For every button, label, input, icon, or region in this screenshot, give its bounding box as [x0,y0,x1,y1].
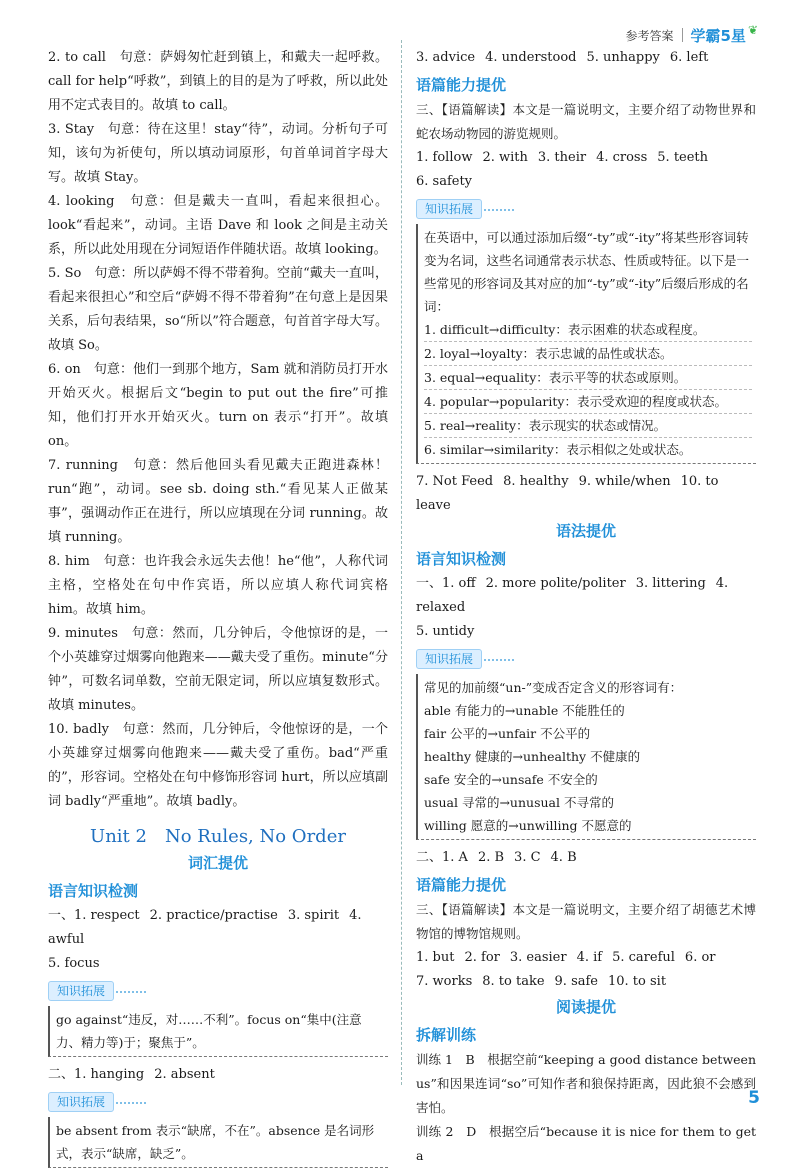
answer-entry: 4. cross [596,150,648,165]
knowledge-text [416,224,756,464]
knowledge-line: 2. loyal→loyalty：表示忠诚的品性或状态。 [424,342,752,366]
answer-prefix: 二、 [48,1067,75,1082]
answer-entry: 7. Not Feed [416,474,494,489]
answer-entry: 9. while/when [578,474,671,489]
column-divider [401,40,402,1085]
answer-row [416,946,756,970]
leaf-icon: ❦ [747,23,758,37]
right-column [416,46,756,1168]
knowledge-line: willing 愿意的→unwilling 不愿意的 [424,818,632,833]
answer-prefix: 二、 [416,850,443,865]
answer-entry: 5. unhappy [586,50,660,65]
dots-decoration [484,209,514,211]
knowledge-line: 1. difficult→difficulty：表示困难的状态或程度。 [424,318,752,342]
answer-item: 2. to call 句意：萨姆匆忙赶到镇上，和戴夫一起呼救。call for help“呼救”，到镇上的目的是为了呼救，所以此处用不定式表目的。故填 to call。 [48,50,388,113]
knowledge-line: 在英语中，可以通过添加后缀“-ty”或“-ity”将某些形容词转变为名词，这些名词通常表示状态、性质或特征。以下是一些常见的形容词及其对应的加“-ty”或“-ity”后缀后形成的名词： [424,230,750,314]
unit-title: Unit 2 No Rules, No Order [90,826,346,847]
knowledge-text: go against“违反，对……不利”。focus on“集中(注意力、精力等)于；聚焦于”。 [48,1006,388,1057]
knowledge-tag: 知识拓展 [48,981,114,1001]
answer-entry: 6. or [684,950,716,965]
passage-intro: 三、【语篇解读】本文是一篇说明文，主要介绍了胡德艺术博物馆的博物馆规则。 [416,902,756,941]
dots-decoration [116,1102,146,1104]
section-title: 词汇提优 [187,854,248,872]
answer-item: 5. So 句意：所以萨姆不得不带着狗。空前“戴夫一直叫，看起来很担心”和空后“萨姆不得不带着狗”在句意上是因果关系，后句表结果，so“所以”符合题意，句首首字母大写。故填 So。 [48,266,388,353]
answer-entry: 6. safety [416,174,473,189]
answer-entry: 3. advice [416,50,476,65]
answer-entry: 1. but [416,950,455,965]
answer-item: 8. him 句意：也许我会永远失去他！he“他”，人称代词主格，空格处在句中作宾语，所以应填人称代词宾格 him。故填 him。 [48,554,388,617]
answer-row [416,46,756,70]
answer-entry: 8. to take [482,974,545,989]
passage-intro: 三、【语篇解读】本文是一篇说明文，主要介绍了动物世界和蛇农场动物园的游览规则。 [416,102,756,141]
page-number: 5 [748,1088,760,1108]
answer-row [416,470,756,518]
answer-entry: 4. understood [485,50,577,65]
answer-row [416,970,756,994]
knowledge-line: able 有能力的→unable 不能胜任的 [424,703,625,718]
answer-entry: 5. focus [48,956,100,971]
dots-decoration [116,991,146,993]
answer-row [48,952,388,976]
answer-row [416,572,756,620]
answer-entry: 3. littering [635,576,706,591]
knowledge-tag: 知识拓展 [416,199,482,219]
knowledge-line: 5. real→reality：表示现实的状态或情况。 [424,414,752,438]
section-title: 阅读提优 [555,998,616,1016]
answer-entry: 4. relaxed [416,576,729,615]
answer-entry: 3. C [514,850,541,865]
answer-item: 6. on 句意：他们一到那个地方，Sam 就和消防员打开水开始灭火。根据后文“begin to put out the fire”可推知，他们打开水开始灭火。turn on 表示“打开”。故填 on。 [48,362,388,449]
header-label: 参考答案 [625,28,674,43]
header-separator [682,28,683,42]
answer-entry: 1. A [442,850,468,865]
answer-prefix: 一、 [416,576,443,591]
knowledge-box [416,198,756,464]
knowledge-line: 3. equal→equality：表示平等的状态或原则。 [424,366,752,390]
answer-entry: 1. off [442,576,476,591]
dots-decoration [484,659,514,661]
answer-row [416,846,756,870]
answer-entry: 3. easier [509,950,567,965]
training-item: 训练 2 D 根据空后“because it is nice for them to get a [416,1124,756,1163]
knowledge-text: be absent from 表示“缺席，不在”。absence 是名词形式，表示“缺席，缺乏”。 [48,1117,388,1168]
section-title: 语法提优 [555,522,616,540]
answer-entry: 2. for [464,950,500,965]
answer-entry: 5. careful [612,950,675,965]
section-heading: 拆解训练 [416,1026,477,1044]
answer-row [416,170,756,194]
knowledge-line: 常见的加前缀“un-”变成否定含义的形容词有： [424,680,683,695]
brand-logo: 学霸5星 [690,26,746,45]
answer-entry: 4. if [576,950,603,965]
answer-entry: 3. spirit [287,908,340,923]
answer-entry: 2. B [477,850,505,865]
knowledge-box [48,980,388,1057]
answer-row [416,146,756,170]
knowledge-line: 6. similar→similarity：表示相似之处或状态。 [424,442,692,457]
left-column [48,46,388,1174]
answer-item: 7. running 句意：然后他回头看见戴夫正跑进森林！run“跑”，动词。see sb. doing sth.“看见某人正做某事”，强调动作正在进行，所以应填现在分词 running。故填 running。 [48,458,388,545]
page-header [625,22,758,48]
knowledge-line: healthy 健康的→unhealthy 不健康的 [424,749,641,764]
section-heading: 语篇能力提优 [416,876,507,894]
answer-entry: 9. safe [554,974,598,989]
knowledge-tag: 知识拓展 [416,649,482,669]
answer-entry: 4. awful [48,908,362,947]
answer-row [416,620,756,644]
answer-item: 9. minutes 句意：然而，几分钟后，令他惊讶的是，一个小英雄穿过烟雾向他跑来——戴夫受了重伤。minute“分钟”，可数名词单数，空前无限定词，所以应填复数形式。故填 minutes。 [48,626,388,713]
answer-entry: 7. works [416,974,473,989]
answer-row [48,1063,388,1087]
answer-prefix: 一、 [48,908,75,923]
answer-item: 4. looking 句意：但是戴夫一直叫，看起来很担心。look“看起来”，动词。主语 Dave 和 look 之间是主动关系，所以此处用现在分词短语作伴随状语。故填 looking。 [48,194,388,257]
answer-entry: 1. respect [74,908,140,923]
section-heading: 语篇能力提优 [416,76,507,94]
knowledge-box [416,648,756,840]
knowledge-line: usual 寻常的→unusual 不寻常的 [424,795,614,810]
section-heading: 语言知识检测 [416,550,507,568]
answer-entry: 1. hanging [74,1067,145,1082]
answer-entry: 2. with [482,150,528,165]
answer-entry: 2. more polite/politer [485,576,626,591]
training-item: 训练 1 B 根据空前“keeping a good distance between us”和因果连词“so”可知作者和狼保持距离，因此狼不会感到害怕。 [416,1052,756,1115]
answer-row [48,904,388,952]
answer-entry: 5. untidy [416,624,475,639]
answer-entry: 10. to leave [416,474,719,513]
answer-item: 3. Stay 句意：待在这里！stay“待”，动词。分析句子可知，该句为祈使句，所以填动词原形，句首单词首字母大写。故填 Stay。 [48,122,388,185]
knowledge-line: fair 公平的→unfair 不公平的 [424,726,591,741]
answer-entry: 3. their [537,150,587,165]
answer-entry: 8. healthy [503,474,569,489]
answer-entry: 6. left [669,50,709,65]
answer-entry: 1. follow [416,150,473,165]
knowledge-line: 4. popular→popularity：表示受欢迎的程度或状态。 [424,390,752,414]
answer-entry: 4. B [550,850,577,865]
answer-entry: 10. to sit [608,974,667,989]
knowledge-tag: 知识拓展 [48,1092,114,1112]
answer-entry: 2. practice/practise [149,908,278,923]
knowledge-text [416,674,756,840]
answer-entry: 5. teeth [657,150,709,165]
knowledge-line: safe 安全的→unsafe 不安全的 [424,772,598,787]
answer-entry: 2. absent [154,1067,215,1082]
section-heading: 语言知识检测 [48,882,139,900]
answer-item: 10. badly 句意：然而，几分钟后，令他惊讶的是，一个小英雄穿过烟雾向他跑来——戴夫受了重伤。bad“严重的”，形容词。空格处在句中修饰形容词 hurt，所以应填副词 badly“严重地”。故填 badly。 [48,722,388,809]
